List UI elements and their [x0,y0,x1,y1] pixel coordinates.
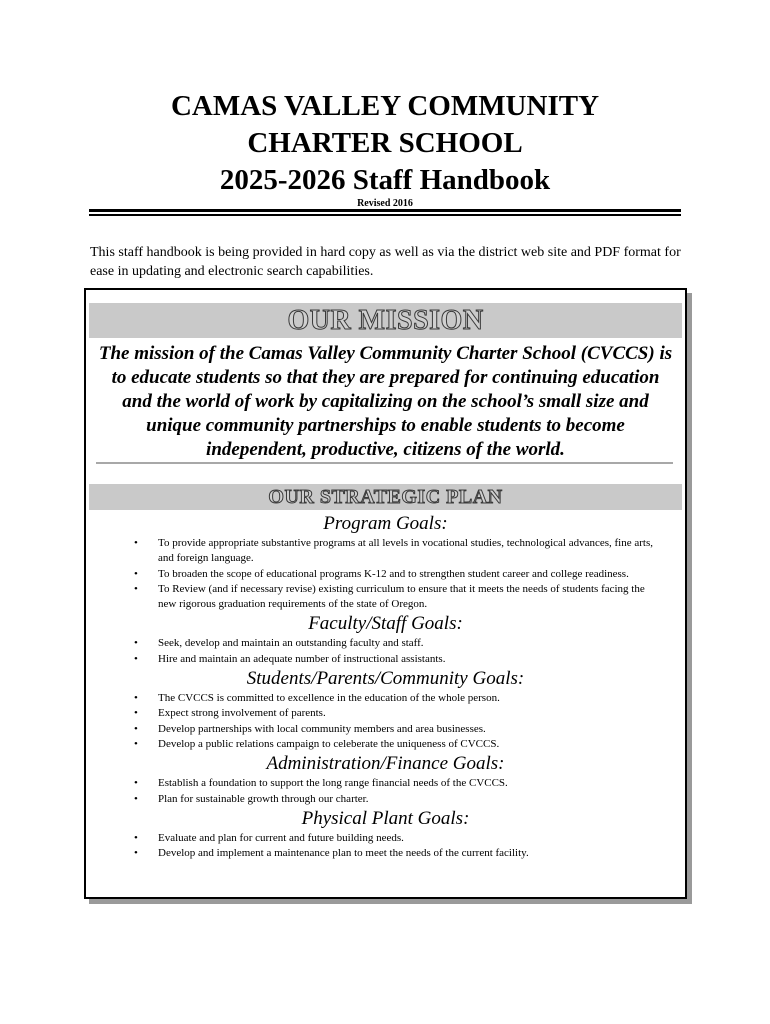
goal-item-text: Seek, develop and maintain an outstanding faculty and staff. [158,637,424,650]
goal-section-heading: Program Goals: [323,513,448,534]
goal-list [86,776,685,807]
goal-item-text: To Review (and if necessary revise) existing curriculum to ensure that it meets the needs of students facing the new rigorous graduation requirements of the state of Oregon. [158,582,645,611]
goal-item-text: The CVCCS is committed to excellence in the education of the whole person. [158,692,500,705]
goal-list-item [86,691,685,706]
title-divider-thick [89,209,681,212]
mission-heading: OUR MISSION [89,303,682,338]
goal-list-item [86,776,685,791]
bullet-icon: • [134,707,138,720]
goal-list-item [86,652,685,667]
goal-item-text: Establish a foundation to support the long range financial needs of the CVCCS. [158,777,508,790]
bullet-icon: • [134,722,138,735]
goal-list-item [86,536,685,567]
strategic-plan-heading: OUR STRATEGIC PLAN [89,484,682,510]
goal-item-text: Evaluate and plan for current and future building needs. [158,831,404,844]
goal-item-text: Hire and maintain an adequate number of instructional assistants. [158,652,446,665]
mission-plan-box [84,288,687,899]
bullet-icon: • [134,831,138,844]
goal-list-item [86,846,685,861]
bullet-icon: • [134,652,138,665]
title-line-3: 2025-2026 Staff Handbook [219,164,551,196]
mission-divider [96,462,673,464]
intro-paragraph: This staff handbook is being provided in hard copy as well as via the district web site and PDF format for ease in updating and electronic search capabilities. [90,245,681,279]
bullet-icon: • [134,792,138,805]
goal-item-text: Develop a public relations campaign to celeberate the uniqueness of CVCCS. [158,737,500,750]
goal-list-item [86,582,685,613]
goal-list [86,691,685,752]
bullet-icon: • [134,692,138,705]
goal-item-text: To provide appropriate substantive programs at all levels in vocational studies, technological advances, fine arts, and foreign language. [158,537,653,565]
goal-item-text: Expect strong involvement of parents. [158,707,326,720]
mission-statement: The mission of the Camas Valley Community Charter School (CVCCS) is to educate students so that they are prepared for continuing education and the world of work by capitalizing on the school’s small size and unique community partnerships to enable students to become independent, productive, citizens of the world. [98,343,673,460]
goal-section-heading: Faculty/Staff Goals: [308,613,463,635]
goal-list-item [86,737,685,752]
title-line-2: CHARTER SCHOOL [247,127,523,159]
goal-list [86,636,685,667]
goal-section-heading: Administration/Finance Goals: [266,753,505,775]
bullet-icon: • [134,847,138,860]
title-block [0,88,770,210]
bullet-icon: • [134,582,138,595]
goal-item-text: Develop and implement a maintenance plan to meet the needs of the current facility. [158,847,529,860]
goal-list-item [86,706,685,721]
goal-list-item [86,831,685,846]
title-line-1: CAMAS VALLEY COMMUNITY [170,90,600,122]
bullet-icon: • [134,637,138,650]
goal-section-heading: Physical Plant Goals: [301,807,470,829]
goal-list-item [86,792,685,807]
goal-list-item [86,722,685,737]
goal-list-item [86,636,685,651]
goal-item-text: To broaden the scope of educational programs K-12 and to strengthen student career and college readiness. [158,567,629,580]
bullet-icon: • [134,567,138,580]
goal-item-text: Develop partnerships with local community members and area businesses. [158,722,486,735]
goal-list [86,536,685,612]
goals-container [86,512,685,861]
revised-label: Revised 2016 [357,198,413,209]
title-divider-thin [89,214,681,216]
bullet-icon: • [134,537,138,549]
goal-item-text: Plan for sustainable growth through our charter. [158,792,369,805]
bullet-icon: • [134,777,138,790]
bullet-icon: • [134,737,138,750]
goal-list [86,831,685,862]
goal-list-item [86,567,685,582]
goal-section-heading: Students/Parents/Community Goals: [246,668,525,690]
